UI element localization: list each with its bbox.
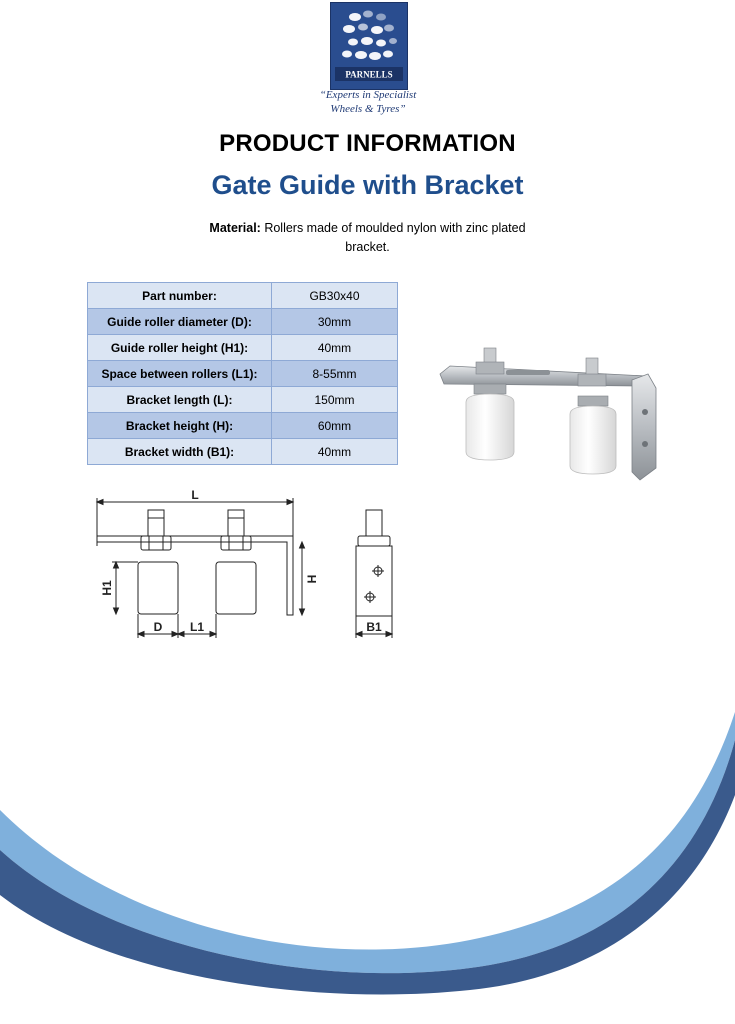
decorative-swoosh	[0, 700, 735, 1024]
product-photo	[436, 340, 662, 485]
material-text: Rollers made of moulded nylon with zinc plated bracket.	[264, 221, 526, 254]
spec-row	[88, 439, 398, 465]
spec-value: 40mm	[272, 335, 398, 361]
page-heading: PRODUCT INFORMATION	[219, 130, 516, 157]
spec-label: Bracket width (B1):	[88, 439, 272, 465]
logo-tagline	[300, 88, 436, 116]
spec-label: Bracket height (H):	[88, 413, 272, 439]
spec-value: 30mm	[272, 309, 398, 335]
tagline-line-1: “Experts in Specialist	[319, 89, 417, 101]
spec-value: 8-55mm	[272, 361, 398, 387]
spec-label: Space between rollers (L1):	[88, 361, 272, 387]
spec-row	[88, 309, 398, 335]
logo-brand: PARNELLS	[345, 69, 393, 80]
spec-value: 150mm	[272, 387, 398, 413]
spec-label: Guide roller diameter (D):	[88, 309, 272, 335]
label-B1: B1	[366, 620, 382, 634]
label-L: L	[191, 490, 199, 502]
spec-row	[88, 283, 398, 309]
spec-label: Part number:	[88, 283, 272, 309]
spec-row	[88, 413, 398, 439]
spec-label: Bracket length (L):	[88, 387, 272, 413]
material-label: Material:	[209, 221, 261, 235]
spec-row	[88, 335, 398, 361]
spec-value: 40mm	[272, 439, 398, 465]
parnells-logo	[330, 2, 408, 90]
dimension-drawing	[90, 490, 405, 640]
label-D: D	[153, 620, 163, 634]
label-H: H	[305, 574, 319, 584]
product-title: Gate Guide with Bracket	[211, 170, 524, 200]
spec-value: 60mm	[272, 413, 398, 439]
spec-row	[88, 361, 398, 387]
label-H1: H1	[100, 580, 114, 596]
tagline-line-2: Wheels & Tyres”	[330, 103, 406, 115]
material-description	[200, 219, 535, 257]
spec-label: Guide roller height (H1):	[88, 335, 272, 361]
spec-table	[87, 282, 398, 465]
spec-value: GB30x40	[272, 283, 398, 309]
spec-row	[88, 387, 398, 413]
label-L1: L1	[189, 620, 205, 634]
